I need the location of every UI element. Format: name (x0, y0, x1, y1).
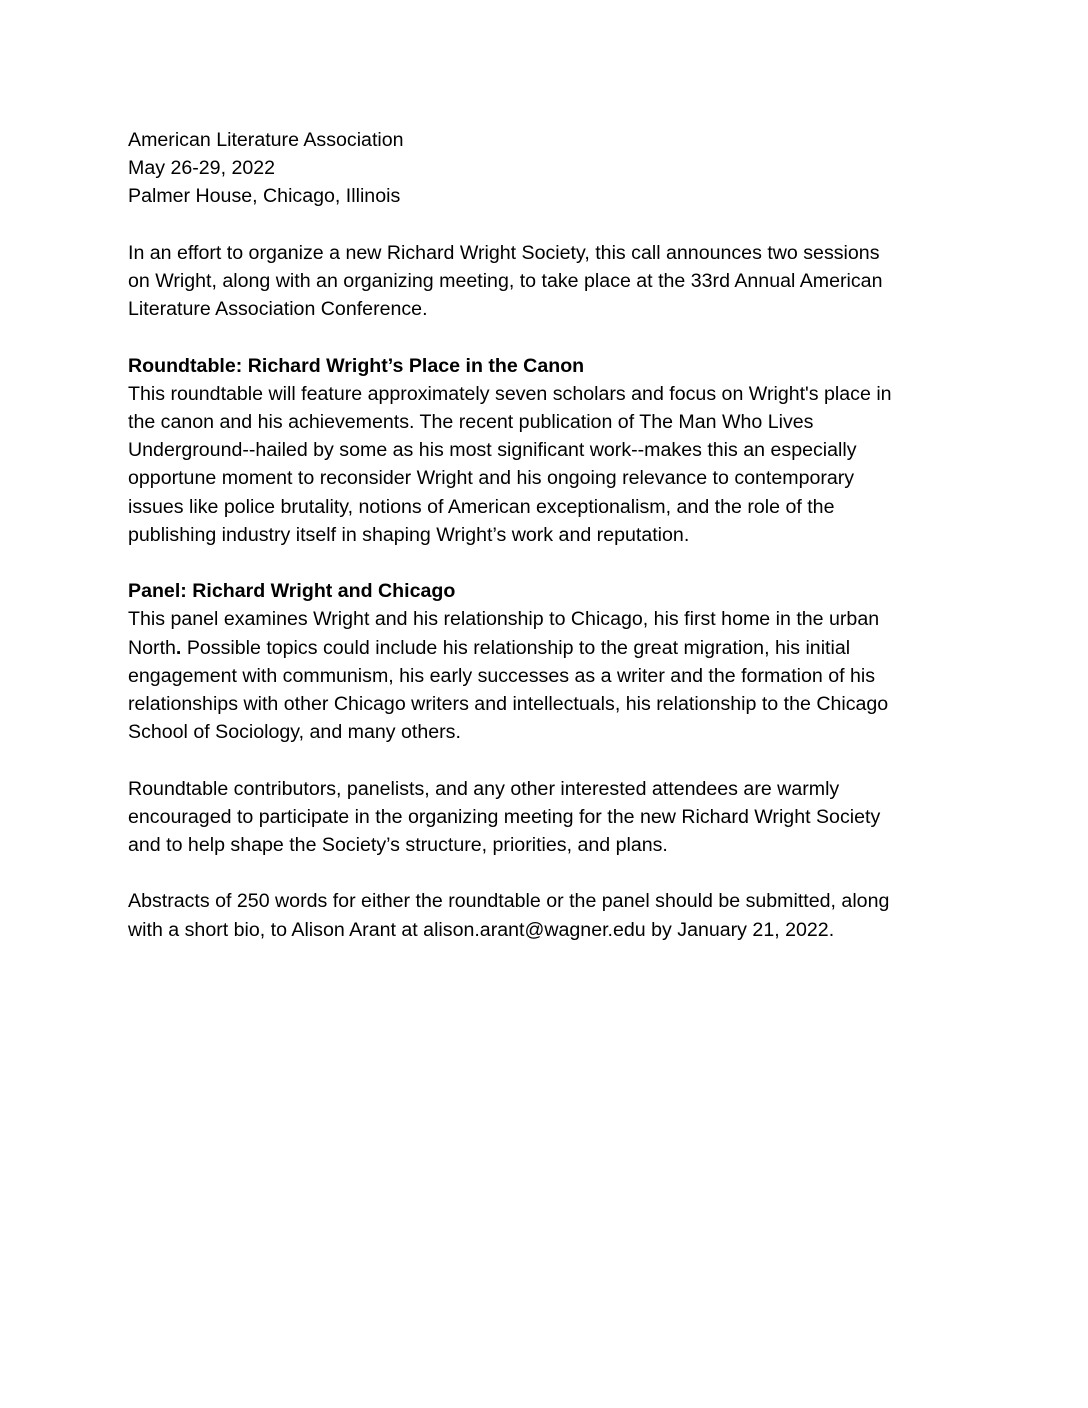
roundtable-heading: Roundtable: Richard Wright’s Place in the Canon (128, 354, 585, 377)
panel-line-rest: Possible topics could include his relationship to the great migration, his initial (181, 636, 851, 659)
roundtable-section (128, 352, 968, 549)
roundtable-line: the canon and his achievements. The recent publication of The Man Who Lives (128, 411, 814, 433)
invitation-line: and to help shape the Society’s structure, priorities, and plans. (128, 834, 668, 857)
organization-name: American Literature Association (128, 129, 404, 151)
submission-paragraph (128, 887, 968, 943)
panel-heading: Panel: Richard Wright and Chicago (128, 580, 456, 603)
invitation-line: Roundtable contributors, panelists, and any other interested attendees are warmly (128, 777, 840, 800)
submission-line: Abstracts of 250 words for either the roundtable or the panel should be submitted, along (128, 890, 890, 913)
conference-header (128, 126, 968, 211)
panel-bold-period: . (175, 636, 182, 659)
intro-line: on Wright, along with an organizing meeting, to take place at the 33rd Annual American (128, 270, 883, 292)
panel-line-start: North (128, 636, 176, 659)
panel-line: This panel examines Wright and his relationship to Chicago, his first home in the urban (128, 608, 880, 631)
conference-dates: May 26-29, 2022 (128, 157, 276, 180)
panel-line (128, 634, 968, 662)
intro-line: In an effort to organize a new Richard Wright Society, this call announces two sessions (128, 241, 880, 264)
panel-line: School of Sociology, and many others. (128, 721, 461, 744)
invitation-line: encouraged to participate in the organizing meeting for the new Richard Wright Society (128, 805, 881, 828)
roundtable-line: This roundtable will feature approximately seven scholars and focus on Wright's place in (128, 382, 892, 405)
roundtable-line: issues like police brutality, notions of American exceptionalism, and the role of the (128, 495, 835, 518)
submission-line (128, 916, 968, 944)
contact-email: alison.arant@wagner.edu (423, 918, 646, 941)
intro-paragraph (128, 239, 968, 324)
roundtable-line: publishing industry itself in shaping Wright’s work and reputation. (128, 523, 690, 546)
intro-line: Literature Association Conference. (128, 298, 428, 321)
invitation-paragraph (128, 775, 968, 860)
roundtable-line: opportune moment to reconsider Wright and his ongoing relevance to contemporary (128, 467, 855, 490)
panel-line: engagement with communism, his early successes as a writer and the formation of his (128, 664, 876, 687)
panel-line: relationships with other Chicago writers and intellectuals, his relationship to the Chicago (128, 693, 889, 716)
submission-deadline: by January 21, 2022. (645, 918, 835, 941)
roundtable-line: Underground--hailed by some as his most significant work--makes this an especially (128, 439, 857, 462)
document-page (128, 126, 968, 972)
panel-section (128, 577, 968, 746)
conference-location: Palmer House, Chicago, Illinois (128, 185, 401, 208)
submission-line-start: with a short bio, to Alison Arant at (128, 918, 424, 941)
